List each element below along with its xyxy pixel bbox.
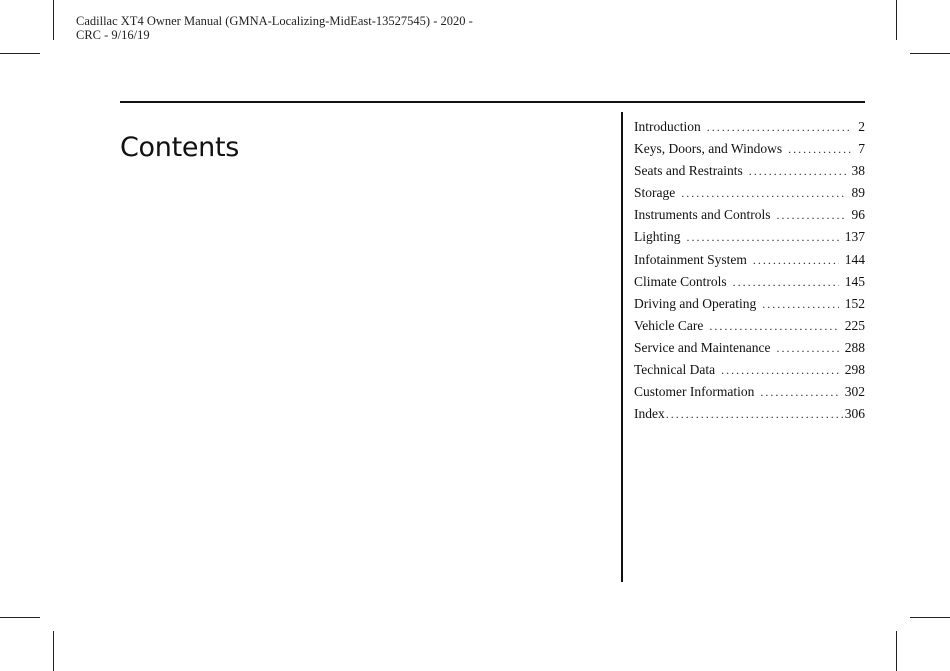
toc-entry-label: Storage	[634, 185, 676, 201]
toc-entry-page: 152	[844, 295, 865, 311]
toc-leader-dots	[749, 160, 846, 182]
toc-entry[interactable]	[634, 204, 865, 226]
toc-entry-page: 7	[858, 141, 865, 157]
toc-entry-page: 288	[844, 339, 865, 355]
document-header-line-2: CRC - 9/16/19	[76, 28, 150, 42]
toc-entry[interactable]	[634, 293, 865, 315]
crop-mark	[910, 53, 950, 54]
toc-entry-label: Infotainment System	[634, 251, 747, 267]
toc-leader-dots	[707, 116, 853, 138]
toc-entry-page: 302	[844, 384, 865, 400]
toc-leader-dots	[687, 226, 839, 248]
toc-leader-dots	[666, 403, 844, 425]
toc-entry[interactable]	[634, 249, 865, 271]
toc-leader-dots	[762, 293, 839, 315]
toc-entry[interactable]	[634, 116, 865, 138]
toc-entry[interactable]	[634, 271, 865, 293]
toc-entry-label: Vehicle Care	[634, 317, 704, 333]
toc-entry-label: Seats and Restraints	[634, 163, 743, 179]
toc-leader-dots	[776, 337, 838, 359]
toc-entry-page: 96	[851, 207, 865, 223]
toc-entry[interactable]	[634, 403, 865, 425]
toc-leader-dots	[681, 182, 845, 204]
toc-entry[interactable]	[634, 359, 865, 381]
crop-mark	[896, 631, 897, 671]
toc-entry[interactable]	[634, 160, 865, 182]
toc-leader-dots	[760, 381, 838, 403]
toc-entry-label: Climate Controls	[634, 273, 727, 289]
toc-leader-dots	[721, 359, 839, 381]
toc-entry-label: Driving and Operating	[634, 295, 757, 311]
toc-entry-page: 298	[844, 362, 865, 378]
toc-entry-page: 89	[851, 185, 865, 201]
crop-mark	[0, 53, 40, 54]
toc-entry-page: 225	[844, 317, 865, 333]
toc-entry[interactable]	[634, 226, 865, 248]
toc-entry-page: 137	[844, 229, 865, 245]
toc-leader-dots	[777, 204, 846, 226]
toc-leader-dots	[788, 138, 852, 160]
table-of-contents	[634, 116, 865, 425]
toc-entry-label: Keys, Doors, and Windows	[634, 141, 783, 157]
toc-entry-label: Introduction	[634, 119, 701, 134]
toc-entry-page: 306	[844, 406, 865, 422]
toc-entry-page: 144	[844, 251, 865, 267]
toc-leader-dots	[733, 271, 839, 293]
toc-entry-page: 38	[851, 163, 865, 179]
toc-leader-dots	[709, 315, 838, 337]
crop-mark	[0, 617, 40, 618]
toc-entry[interactable]	[634, 182, 865, 204]
crop-mark	[910, 617, 950, 618]
toc-entry-label: Index	[634, 406, 665, 422]
toc-entry[interactable]	[634, 381, 865, 403]
toc-entry-label: Instruments and Controls	[634, 207, 771, 223]
toc-entry-label: Technical Data	[634, 362, 716, 378]
page-title: Contents	[120, 132, 240, 164]
toc-entry-label: Lighting	[634, 229, 681, 245]
toc-entry-page: 2	[858, 119, 865, 134]
column-divider	[621, 112, 623, 582]
toc-entry-label: Service and Maintenance	[634, 339, 771, 355]
document-header-line-1: Cadillac XT4 Owner Manual (GMNA-Localizing-MidEast-13527545) - 2020 -	[76, 14, 473, 28]
toc-entry[interactable]	[634, 138, 865, 160]
toc-entry[interactable]	[634, 315, 865, 337]
toc-entry-page: 145	[844, 273, 865, 289]
top-rule	[120, 101, 865, 103]
crop-mark	[53, 0, 54, 40]
toc-leader-dots	[753, 249, 839, 271]
toc-entry-label: Customer Information	[634, 384, 755, 400]
toc-entry[interactable]	[634, 337, 865, 359]
crop-mark	[53, 631, 54, 671]
crop-mark	[896, 0, 897, 40]
